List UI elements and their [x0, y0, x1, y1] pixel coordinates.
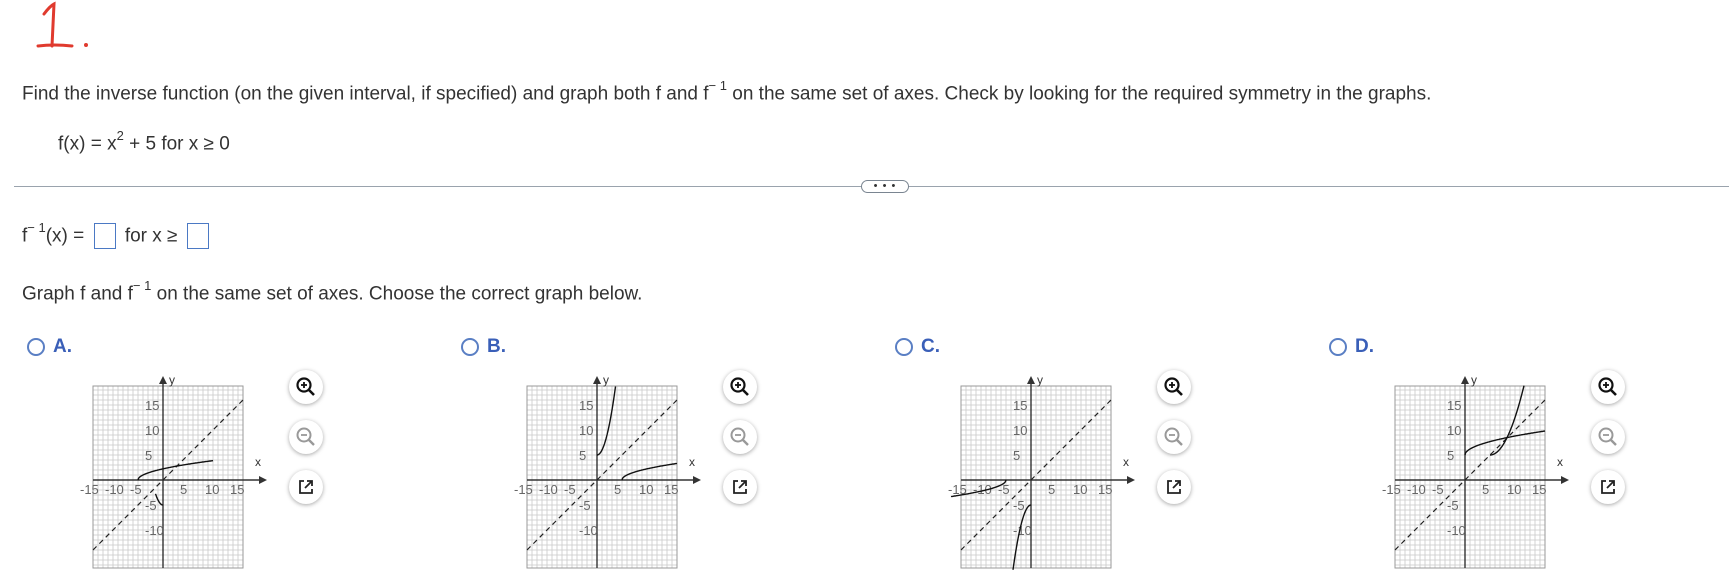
zoom-out-icon [1163, 426, 1185, 448]
zoom-out-button[interactable] [723, 420, 757, 454]
option-b[interactable] [461, 336, 901, 576]
x-tick-label: -10 [1407, 482, 1426, 497]
zoom-in-icon [295, 376, 317, 398]
x-tick-label: 15 [1098, 482, 1113, 497]
popout-button[interactable] [1157, 470, 1191, 504]
y-axis-label: y [1037, 373, 1043, 387]
f-curve [156, 494, 164, 505]
y-tick-label: -5 [1447, 498, 1459, 513]
y-tick-label: 10 [1447, 423, 1462, 438]
x-tick-label: -5 [1432, 482, 1444, 497]
x-tick-label: -15 [948, 482, 967, 497]
y-tick-label: 15 [1447, 398, 1462, 413]
y-axis-arrow [1027, 376, 1035, 384]
option-a-label: A. [53, 336, 72, 357]
x-tick-label: 10 [1507, 482, 1522, 497]
x-tick-label: -15 [1382, 482, 1401, 497]
inverse-function-input[interactable] [94, 223, 116, 249]
expand-button[interactable]: • • • [861, 180, 909, 193]
x-tick-label: 5 [614, 482, 622, 497]
y-tick-label: -5 [1013, 498, 1025, 513]
option-b-label: B. [487, 336, 506, 357]
y-tick-label: -10 [145, 523, 164, 538]
x-tick-label: 10 [639, 482, 654, 497]
option-c-label: C. [921, 336, 940, 357]
zoom-in-button[interactable] [289, 370, 323, 404]
option-d[interactable] [1329, 336, 1729, 576]
graph-c [925, 372, 1145, 572]
y-tick-label: 10 [1013, 423, 1028, 438]
y-tick-label: 15 [579, 398, 594, 413]
zoom-in-button[interactable] [723, 370, 757, 404]
y-axis-arrow [159, 376, 167, 384]
function-definition: $f(x) = x^2 + 5$ for x ≥ 0 [58, 128, 230, 155]
answer-row: $f^{- 1}(x)$ = for x ≥ [22, 222, 213, 249]
x-tick-label: 10 [1073, 482, 1088, 497]
graph-a [57, 372, 277, 572]
y-tick-label: 10 [145, 423, 160, 438]
y-axis-arrow [593, 376, 601, 384]
zoom-in-button[interactable] [1157, 370, 1191, 404]
popout-icon [1597, 476, 1619, 498]
handwritten-number-mark [30, 0, 110, 60]
x-tick-label: 15 [230, 482, 245, 497]
x-tick-label: -5 [564, 482, 576, 497]
x-axis-arrow [1127, 476, 1135, 484]
zoom-out-button[interactable] [1157, 420, 1191, 454]
x-tick-label: -10 [973, 482, 992, 497]
y-axis-label: y [169, 373, 175, 387]
y-tick-label: -5 [145, 498, 157, 513]
popout-button[interactable] [723, 470, 757, 504]
x-tick-label: 15 [664, 482, 679, 497]
graph-b [491, 372, 711, 572]
x-axis-label: x [1123, 455, 1129, 469]
zoom-in-icon [1597, 376, 1619, 398]
x-tick-label: 5 [1482, 482, 1490, 497]
y-axis-arrow [1461, 376, 1469, 384]
x-axis-arrow [693, 476, 701, 484]
y-tick-label: 10 [579, 423, 594, 438]
x-tick-label: -10 [539, 482, 558, 497]
x-tick-label: 5 [1048, 482, 1056, 497]
graph-instruction: Graph f and $f^{- 1}$ on the same set of axes. Choose the correct graph below. [22, 278, 643, 305]
option-a[interactable] [27, 336, 467, 576]
x-axis-arrow [259, 476, 267, 484]
radio-a[interactable] [27, 338, 45, 356]
y-axis-label: y [1471, 373, 1477, 387]
zoom-in-icon [729, 376, 751, 398]
x-tick-label: 10 [205, 482, 220, 497]
popout-button[interactable] [289, 470, 323, 504]
y-axis-label: y [603, 373, 609, 387]
zoom-in-button[interactable] [1591, 370, 1625, 404]
x-tick-label: -15 [80, 482, 99, 497]
y-tick-label: 15 [145, 398, 160, 413]
popout-button[interactable] [1591, 470, 1625, 504]
popout-icon [295, 476, 317, 498]
domain-input[interactable] [187, 223, 209, 249]
y-tick-label: 15 [1013, 398, 1028, 413]
x-tick-label: 15 [1532, 482, 1547, 497]
y-tick-label: -5 [579, 498, 591, 513]
question-prompt: Find the inverse function (on the given interval, if specified) and graph both f and $f^{- 1}$ on the same set of axes. Check by looking for the required symmetry in the graphs. [22, 78, 1432, 105]
zoom-out-button[interactable] [289, 420, 323, 454]
y-tick-label: -10 [1013, 523, 1032, 538]
popout-icon [729, 476, 751, 498]
x-tick-label: -15 [514, 482, 533, 497]
y-tick-label: -10 [579, 523, 598, 538]
radio-c[interactable] [895, 338, 913, 356]
x-axis-label: x [689, 455, 695, 469]
zoom-out-icon [729, 426, 751, 448]
x-axis-label: x [1557, 455, 1563, 469]
zoom-in-icon [1163, 376, 1185, 398]
zoom-out-icon [295, 426, 317, 448]
y-tick-label: 5 [579, 448, 587, 463]
radio-d[interactable] [1329, 338, 1347, 356]
y-tick-label: 5 [145, 448, 153, 463]
x-tick-label: 5 [180, 482, 188, 497]
x-tick-label: -5 [998, 482, 1010, 497]
zoom-out-button[interactable] [1591, 420, 1625, 454]
inverse-curve [622, 463, 677, 480]
radio-b[interactable] [461, 338, 479, 356]
option-c[interactable] [895, 336, 1335, 576]
option-d-label: D. [1355, 336, 1374, 357]
x-tick-label: -5 [130, 482, 142, 497]
zoom-out-icon [1597, 426, 1619, 448]
popout-icon [1163, 476, 1185, 498]
x-axis-label: x [255, 455, 261, 469]
y-tick-label: 5 [1013, 448, 1021, 463]
y-tick-label: 5 [1447, 448, 1455, 463]
x-axis-arrow [1561, 476, 1569, 484]
graph-d [1359, 372, 1579, 572]
y-tick-label: -10 [1447, 523, 1466, 538]
x-tick-label: -10 [105, 482, 124, 497]
